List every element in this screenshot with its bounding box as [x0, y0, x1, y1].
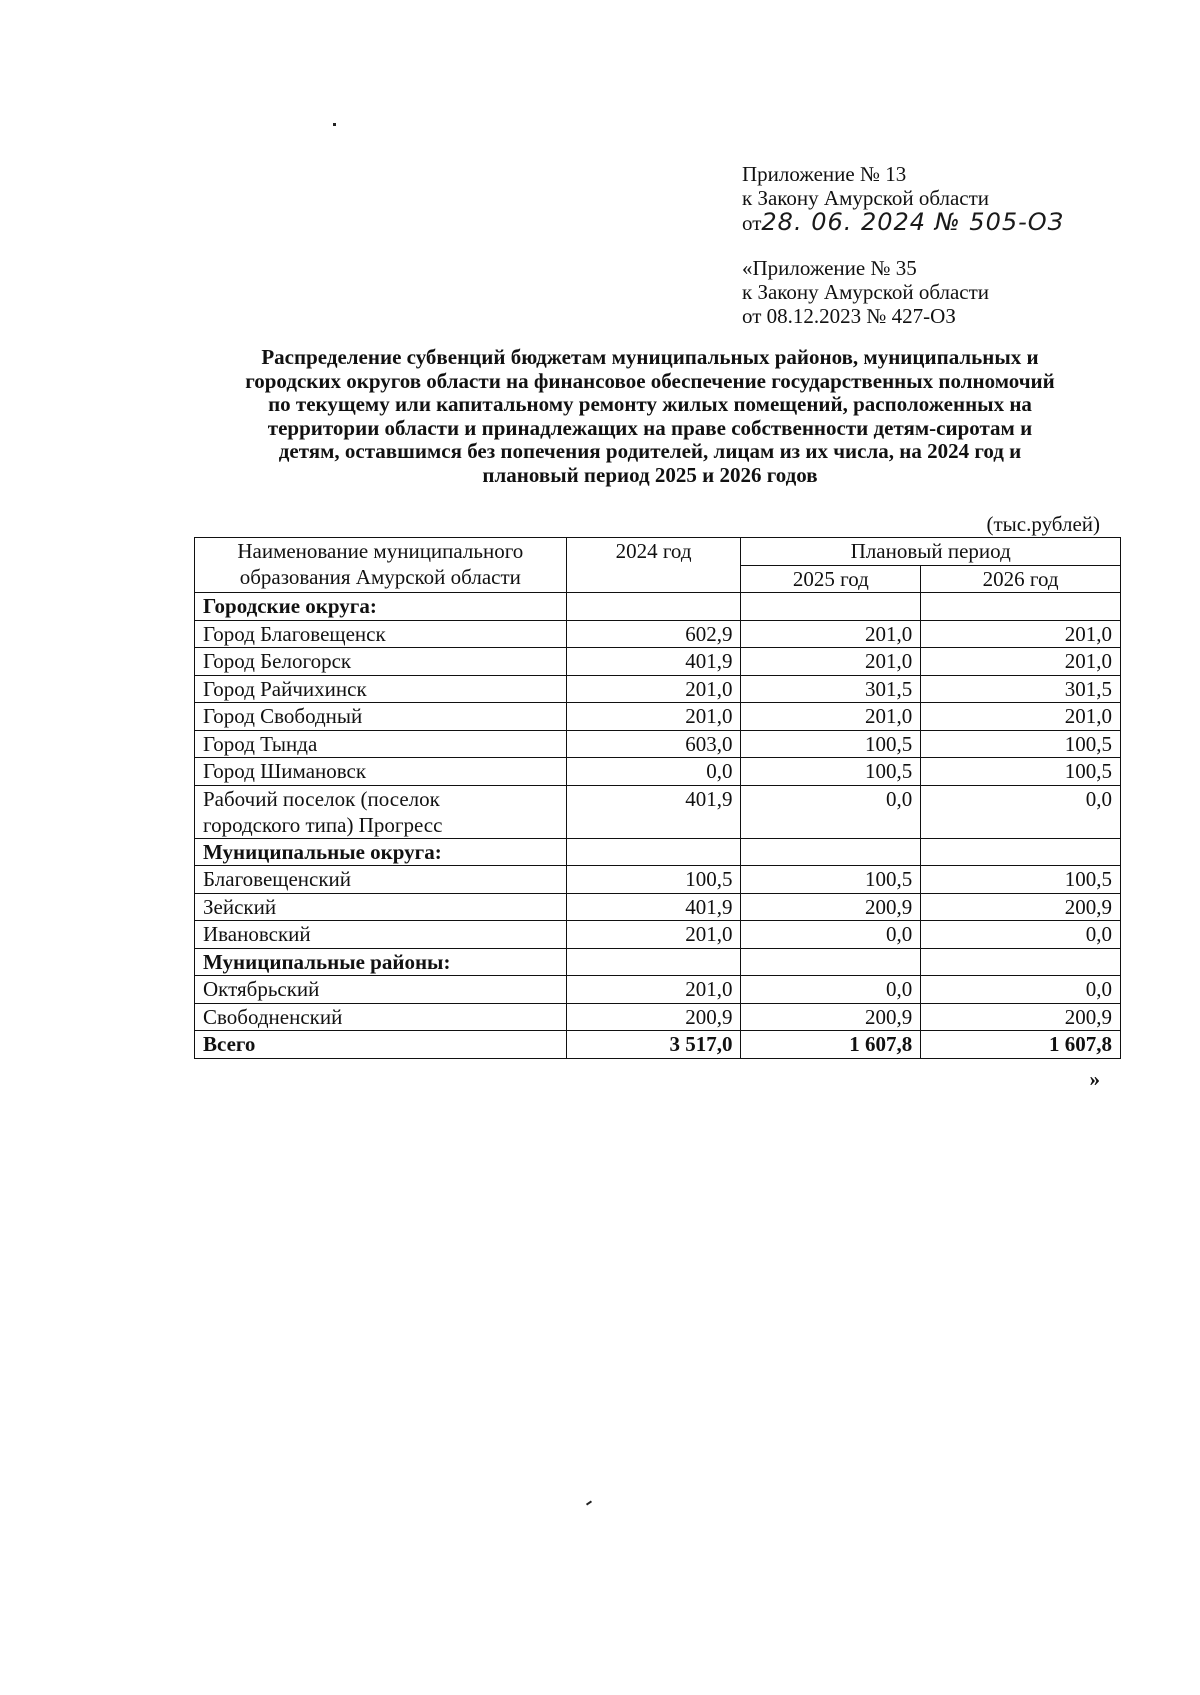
table-row	[195, 893, 1121, 921]
header-2025: 2025 год	[741, 565, 921, 593]
units-label: (тыс.рублей)	[986, 512, 1100, 536]
header-name	[195, 538, 567, 593]
table-row	[195, 675, 1121, 703]
row-name	[195, 893, 567, 921]
title-line: детям, оставшимся без попечения родителей, лицам из их числа, на 2024 год и	[278, 439, 1022, 463]
row-name	[195, 1031, 567, 1059]
value-2025	[741, 838, 921, 866]
scan-speck	[333, 123, 336, 126]
value-2025: 301,5	[741, 675, 921, 703]
row-name	[195, 620, 567, 648]
document-title	[170, 346, 1130, 487]
row-name-text: Город Свободный	[203, 704, 363, 728]
value-2026: 200,9	[921, 1003, 1121, 1031]
value-2025: 0,0	[741, 785, 921, 838]
value-2024	[566, 948, 741, 976]
header-name-line2: образования Амурской области	[239, 565, 521, 589]
value-2025: 0,0	[741, 976, 921, 1004]
table-row	[195, 976, 1121, 1004]
annex-original-line1: «Приложение № 35	[742, 256, 917, 280]
value-2026: 0,0	[921, 921, 1121, 949]
header-2026: 2026 год	[921, 565, 1121, 593]
value-2024	[566, 593, 741, 621]
total-row	[195, 1031, 1121, 1059]
row-name	[195, 976, 567, 1004]
row-name-text: Город Благовещенск	[203, 621, 386, 646]
value-2026: 100,5	[921, 758, 1121, 786]
row-name-text: Зейский	[203, 894, 277, 919]
group-header-row	[195, 948, 1121, 976]
value-2024: 401,9	[566, 785, 741, 838]
title-line: по текущему или капитальному ремонту жилых помещений, расположенных на	[268, 392, 1032, 416]
value-2024: 602,9	[566, 620, 741, 648]
title-line: Распределение субвенций бюджетам муниципальных районов, муниципальных и	[261, 345, 1039, 369]
value-2024: 200,9	[566, 1003, 741, 1031]
row-name-text: Город Райчихинск	[203, 676, 367, 701]
value-2026: 201,0	[921, 703, 1121, 731]
title-line: городских округов области на финансовое обеспечение государственных полномочий	[245, 368, 1055, 393]
row-name	[195, 593, 567, 621]
table-body	[195, 593, 1121, 1059]
header-2024: 2024 год	[566, 538, 741, 593]
row-name-text: Город Тында	[203, 731, 318, 756]
row-name-text: Муниципальные округа:	[203, 839, 442, 864]
table-row	[195, 620, 1121, 648]
value-2026	[921, 838, 1121, 866]
row-name	[195, 866, 567, 894]
row-name	[195, 648, 567, 676]
table-row	[195, 785, 1121, 838]
row-name	[195, 730, 567, 758]
value-2024: 401,9	[566, 648, 741, 676]
row-name-text: Муниципальные районы:	[203, 949, 451, 974]
row-name-text-continued: городского типа) Прогресс	[203, 812, 443, 837]
row-name-text: Город Шимановск	[203, 759, 367, 783]
value-2026: 100,5	[921, 866, 1121, 894]
row-name	[195, 703, 567, 731]
value-2025: 200,9	[741, 893, 921, 921]
table-header	[195, 538, 1121, 593]
value-2025: 0,0	[741, 921, 921, 949]
annex-current-prefix: от	[742, 211, 762, 235]
value-2026: 201,0	[921, 620, 1121, 648]
row-name-text: Ивановский	[203, 922, 311, 946]
annex-current-line1: Приложение № 13	[742, 162, 907, 186]
value-2025	[741, 593, 921, 621]
value-2024	[566, 838, 741, 866]
header-planned-period: Плановый период	[741, 538, 1121, 566]
annex-original-line2: к Закону Амурской области	[742, 280, 990, 304]
handwritten-date-number: 28. 06. 2024 № 505-ОЗ	[761, 208, 1065, 236]
table-row	[195, 921, 1121, 949]
value-2025: 201,0	[741, 648, 921, 676]
row-name-text: Рабочий поселок (поселок	[203, 786, 440, 811]
value-2025: 1 607,8	[741, 1031, 921, 1059]
value-2024: 603,0	[566, 730, 741, 758]
row-name-text: Городские округа:	[203, 594, 377, 618]
annex-original-line3: от 08.12.2023 № 427-ОЗ	[742, 304, 956, 328]
value-2026: 0,0	[921, 785, 1121, 838]
value-2026	[921, 948, 1121, 976]
value-2024: 0,0	[566, 758, 741, 786]
annex-original	[742, 256, 989, 328]
header-name-line1: Наименование муниципального	[237, 539, 524, 563]
value-2026: 100,5	[921, 730, 1121, 758]
budget-table	[194, 537, 1121, 1059]
row-name	[195, 758, 567, 786]
value-2025: 201,0	[741, 620, 921, 648]
value-2025	[741, 948, 921, 976]
row-name-text: Октябрьский	[203, 977, 320, 1001]
value-2025: 100,5	[741, 866, 921, 894]
value-2024: 401,9	[566, 893, 741, 921]
row-name	[195, 838, 567, 866]
row-name	[195, 948, 567, 976]
row-name-text: Свободненский	[203, 1004, 343, 1029]
row-name-text: Город Белогорск	[203, 649, 352, 673]
closing-quote: »	[1089, 1067, 1100, 1091]
group-header-row	[195, 838, 1121, 866]
value-2024: 3 517,0	[566, 1031, 741, 1059]
scan-speck	[586, 1500, 592, 1505]
annex-current-date-line	[742, 210, 1064, 235]
value-2024: 201,0	[566, 675, 741, 703]
value-2025: 200,9	[741, 1003, 921, 1031]
table-row	[195, 866, 1121, 894]
value-2026: 1 607,8	[921, 1031, 1121, 1059]
row-name	[195, 785, 567, 838]
annex-current-line2: к Закону Амурской области	[742, 186, 990, 210]
title-line: территории области и принадлежащих на праве собственности детям-сиротам и	[267, 415, 1033, 440]
row-name-text: Благовещенский	[203, 867, 352, 891]
value-2026: 301,5	[921, 675, 1121, 703]
value-2026: 201,0	[921, 648, 1121, 676]
value-2025: 100,5	[741, 730, 921, 758]
value-2026: 0,0	[921, 976, 1121, 1004]
annex-current	[742, 162, 1064, 235]
table-row	[195, 703, 1121, 731]
title-line: плановый период 2025 и 2026 годов	[482, 462, 818, 487]
row-name	[195, 1003, 567, 1031]
value-2025: 201,0	[741, 703, 921, 731]
value-2026	[921, 593, 1121, 621]
table-row	[195, 648, 1121, 676]
row-name	[195, 675, 567, 703]
value-2024: 201,0	[566, 976, 741, 1004]
table-row	[195, 730, 1121, 758]
value-2024: 201,0	[566, 921, 741, 949]
value-2024: 100,5	[566, 866, 741, 894]
row-name	[195, 921, 567, 949]
value-2025: 100,5	[741, 758, 921, 786]
table-row	[195, 758, 1121, 786]
group-header-row	[195, 593, 1121, 621]
table-row	[195, 1003, 1121, 1031]
value-2024: 201,0	[566, 703, 741, 731]
value-2026: 200,9	[921, 893, 1121, 921]
row-name-text: Всего	[203, 1032, 256, 1056]
